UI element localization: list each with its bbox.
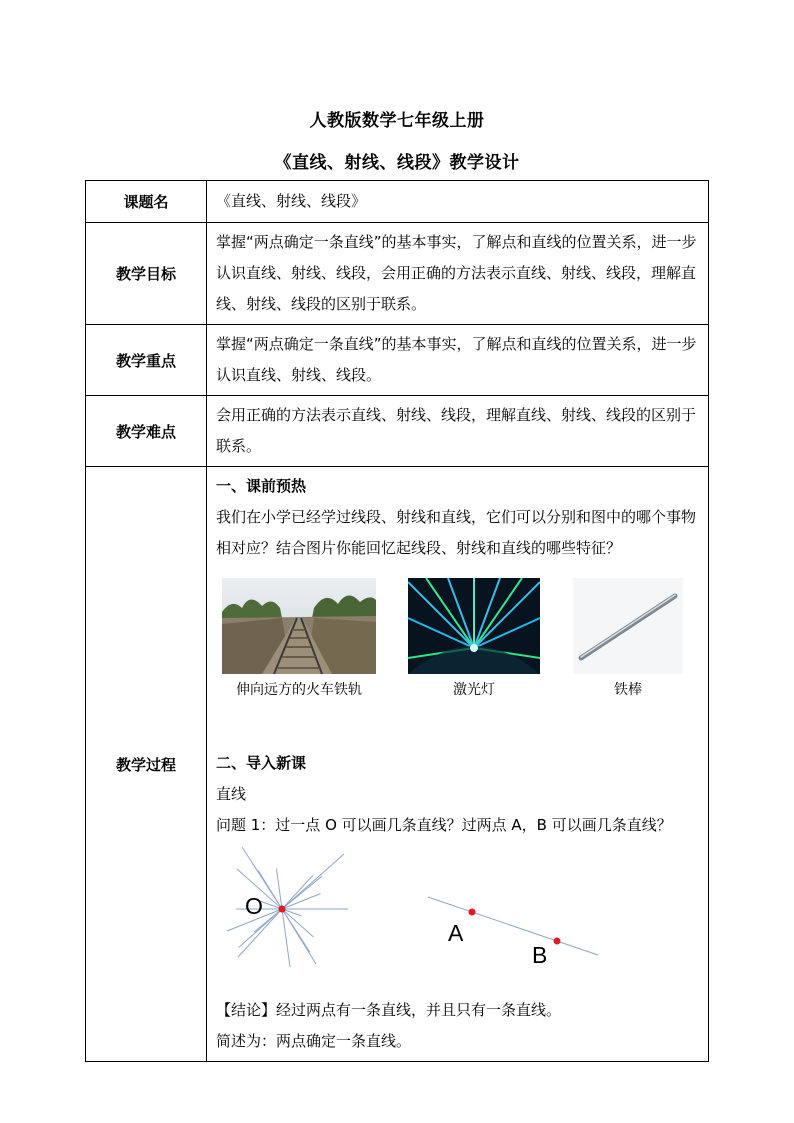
line-through-o	[254, 876, 322, 932]
row-header-key: 教学重点	[86, 325, 207, 396]
key-content: 掌握“两点确定一条直线”的基本事实，了解点和直线的位置关系，进一步认识直线、射线、线段。	[207, 325, 709, 396]
laser-caption: 激光灯	[453, 681, 495, 697]
railway-caption: 伸向远方的火车铁轨	[236, 681, 362, 697]
rod-photo	[573, 578, 683, 674]
row-header-goal: 教学目标	[86, 223, 207, 325]
point-o-marker	[279, 906, 286, 913]
question-text: 问题 1：过一点 O 可以画几条直线？过两点 A，B 可以画几条直线？	[216, 816, 672, 834]
document-title: 人教版数学七年级上册	[309, 111, 485, 131]
section-intro-title: 二、导入新课	[216, 754, 307, 772]
goal-content: 掌握“两点确定一条直线”的基本事实，了解点和直线的位置关系，进一步认识直线、射线、线段，会用正确的方法表示直线、射线、线段，理解直线、射线、线段的区别于联系。	[207, 223, 709, 325]
railway-photo	[222, 578, 376, 674]
laser-photo	[408, 578, 540, 674]
table-row	[86, 467, 709, 1062]
section-warmup-title: 一、课前预热	[216, 477, 307, 495]
rod-caption: 铁棒	[614, 681, 642, 697]
topic-content	[207, 181, 709, 223]
label-o: O	[245, 893, 263, 919]
row-header-process: 教学过程	[86, 467, 207, 1062]
row-header-topic: 课题名	[86, 181, 207, 223]
conclusion-text: 【结论】经过两点有一条直线，并且只有一条直线。	[216, 1001, 562, 1019]
point-b-marker	[554, 938, 561, 945]
line-through-o	[227, 894, 321, 931]
document-subtitle: 《直线、射线、线段》教学设计	[274, 153, 520, 173]
table-row	[86, 223, 709, 325]
label-a: A	[448, 920, 464, 946]
line-through-o	[258, 871, 316, 965]
table-row	[86, 325, 709, 396]
process-content	[207, 467, 709, 1062]
line-figures	[216, 845, 700, 995]
summary-text: 简述为：两点确定一条直线。	[216, 1032, 412, 1050]
point-a-marker	[469, 909, 476, 916]
table-row	[86, 181, 709, 223]
section-intro-subtitle: 直线	[216, 785, 247, 803]
label-b: B	[532, 942, 548, 968]
topic-text: 《直线、射线、线段》	[216, 192, 367, 210]
section-warmup-text: 我们在小学已经学过线段、射线和直线，它们可以分别和图中的哪个事物相对应？结合图片你能回忆起线段、射线和直线的哪些特征？	[216, 508, 697, 557]
lesson-plan-table	[85, 180, 709, 1062]
row-header-difficulty: 教学难点	[86, 396, 207, 467]
photo-row	[216, 578, 700, 748]
table-row	[86, 396, 709, 467]
difficulty-content: 会用正确的方法表示直线、射线、线段，理解直线、射线、线段的区别于联系。	[207, 396, 709, 467]
